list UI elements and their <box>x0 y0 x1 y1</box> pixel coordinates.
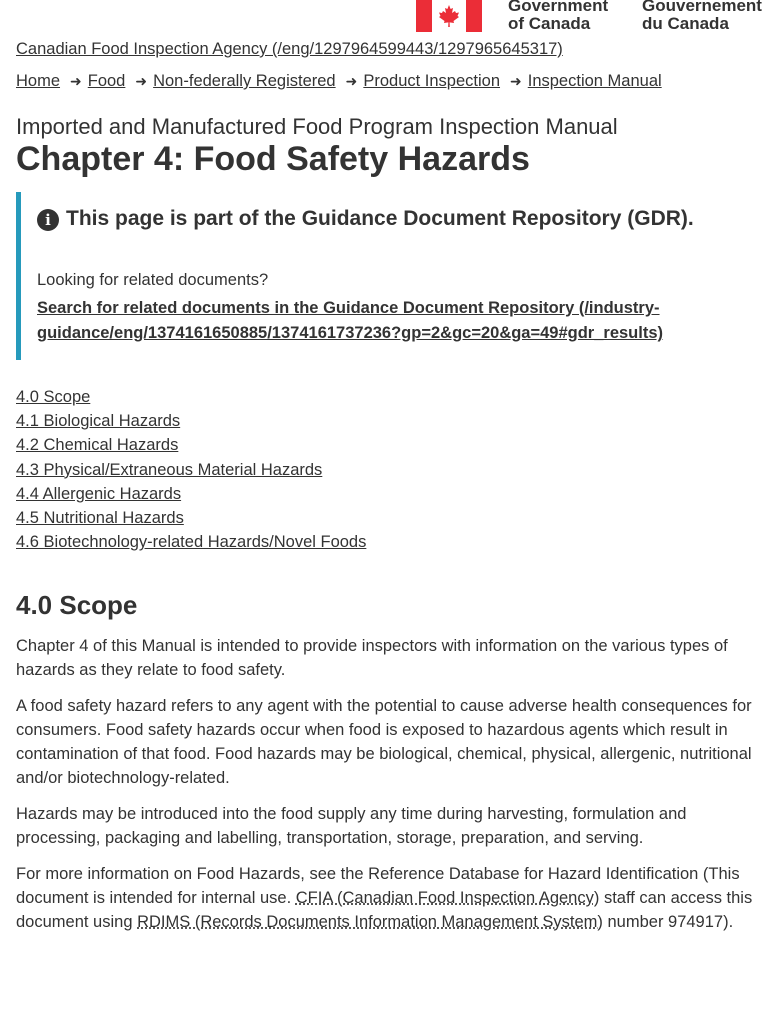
breadcrumb <box>16 72 662 91</box>
cfia-abbreviation: CFIA (Canadian Food Inspection Agency) <box>295 889 600 907</box>
breadcrumb-food[interactable]: Food <box>87 72 126 90</box>
government-banner <box>0 0 768 38</box>
gov-en-line1: Government <box>508 0 609 15</box>
toc-item <box>16 482 366 506</box>
info-icon: i <box>37 209 59 231</box>
scope-paragraph-4 <box>16 862 756 934</box>
toc-link-nutritional[interactable]: 4.5 Nutritional Hazards <box>16 509 184 528</box>
toc-item <box>16 409 366 433</box>
gdr-search-link[interactable]: Search for related documents in the Guidance Document Repository (/industry-guidance/eng/1374161650885/1374161737236?gp=2&gc=20&ga=49#gdr_results) <box>37 299 664 342</box>
toc-item <box>16 458 366 482</box>
p4-text-before: For more information on Food Hazards, see the Reference Database for Hazard Identification (This document is intended for internal use. <box>16 865 740 907</box>
toc-link-allergenic[interactable]: 4.4 Allergenic Hazards <box>16 484 182 503</box>
toc-item <box>16 385 366 409</box>
gdr-info-alert <box>16 192 716 360</box>
agency-link[interactable]: Canadian Food Inspection Agency (/eng/1297964599443/1297965645317) <box>16 40 563 58</box>
breadcrumb-product-inspection[interactable]: Product Inspection <box>363 72 501 90</box>
alert-text: Looking for related documents? <box>37 271 269 289</box>
arrow-right-icon: ➜ <box>510 73 522 89</box>
rdims-abbreviation: RDIMS (Records Documents Information Management System) <box>137 913 603 931</box>
breadcrumb-non-federally-registered[interactable]: Non-federally Registered <box>153 72 336 90</box>
arrow-right-icon: ➜ <box>345 73 358 89</box>
p4-text-after: number 974917). <box>602 913 734 931</box>
toc-link-scope[interactable]: 4.0 Scope <box>16 388 91 406</box>
gouvernement-du-canada-wordmark[interactable] <box>642 0 762 33</box>
gov-fr-line1: Gouvernement <box>642 0 762 15</box>
toc-item <box>16 530 366 554</box>
arrow-right-icon: ➜ <box>70 73 82 89</box>
government-of-canada-wordmark[interactable] <box>508 0 608 33</box>
table-of-contents <box>16 385 366 554</box>
alert-heading: This page is part of the Guidance Document Repository (GDR). <box>66 207 694 230</box>
toc-link-physical[interactable]: 4.3 Physical/Extraneous Material Hazards <box>16 460 323 479</box>
breadcrumb-inspection-manual[interactable]: Inspection Manual <box>527 72 662 90</box>
p4-text-middle: staff can access this document using <box>16 889 753 931</box>
page-title: Chapter 4: Food Safety Hazards <box>16 140 530 178</box>
toc-item <box>16 506 366 530</box>
gov-fr-line2: du Canada <box>642 14 729 33</box>
toc-link-biological[interactable]: 4.1 Biological Hazards <box>16 412 181 431</box>
scope-paragraph-3: Hazards may be introduced into the food supply any time during harvesting, formulation and processing, packaging and labelling, transportation, storage, preparation, and serving. <box>16 805 687 847</box>
scope-heading: 4.0 Scope <box>16 590 138 620</box>
toc-link-chemical[interactable]: 4.2 Chemical Hazards <box>16 436 179 455</box>
breadcrumb-home[interactable]: Home <box>16 72 61 90</box>
arrow-right-icon: ➜ <box>135 73 148 89</box>
page-subtitle: Imported and Manufactured Food Program Inspection Manual <box>16 114 618 139</box>
gov-en-line2: of Canada <box>508 14 591 33</box>
toc-item <box>16 433 366 457</box>
canada-flag-icon <box>416 0 482 32</box>
scope-paragraph-2: A food safety hazard refers to any agent with the potential to cause adverse health consequences for consumers. Food safety hazards occur when food is exposed to hazardous agents which result in contamination of that food. Food hazards may be biological, chemical, physical, allergenic, nutritional and/or biotechnology-related. <box>16 697 752 787</box>
toc-link-biotechnology[interactable]: 4.6 Biotechnology-related Hazards/Novel Foods <box>16 533 367 552</box>
scope-paragraph-1: Chapter 4 of this Manual is intended to provide inspectors with information on the various types of hazards as they relate to food safety. <box>16 637 728 679</box>
